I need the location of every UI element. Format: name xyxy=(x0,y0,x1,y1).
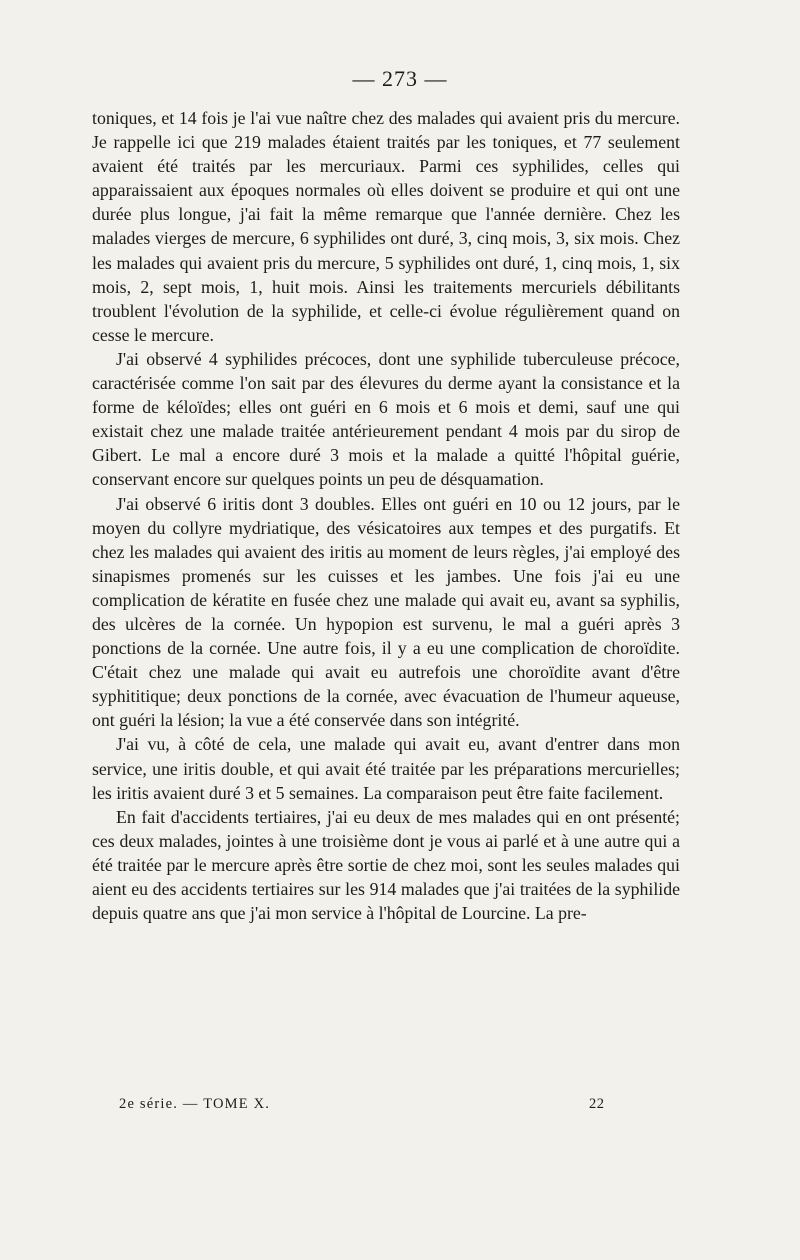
footer-signature: 2e série. — TOME X. xyxy=(119,1096,271,1112)
page-number-header: — 273 — xyxy=(352,66,448,91)
paragraph-2: J'ai observé 4 syphilides précoces, dont une syphilide tuberculeuse précoce, caractérisée comme l'on sait par des élevures du derme ayant la consistance et la forme de kéloïdes; elles ont guéri en 6 mois et 6 mois et demi, sauf une qui existait chez une malade traitée antérieurement pendant 4 mois par du sirop de Gibert. Le mal a encore duré 3 mois et la malade a quitté l'hôpital guérie, conservant encore sur quelques points un peu de désquamation. xyxy=(92,348,680,490)
footer-page-number: 22 xyxy=(589,1096,605,1112)
paragraph-4: J'ai vu, à côté de cela, une malade qui avait eu, avant d'entrer dans mon service, une iritis double, et qui avait été traitée par les préparations mercurielles; les iritis avaient duré 3 et 5 semaines. La comparaison peut être faite facilement. xyxy=(92,734,680,803)
paragraph-5: En fait d'accidents tertiaires, j'ai eu deux de mes malades qui en ont présenté; ces deux malades, jointes à une troisième dont je vous ai parlé et à une autre qui a été traitée par le mercure après être sortie de chez moi, sont les seules malades qui aient eu des accidents tertiaires sur les 914 malades que j'ai traitées de la syphilide depuis quatre ans que j'ai mon service à l'hôpital de Lourcine. La pre- xyxy=(92,806,680,924)
paragraph-3: J'ai observé 6 iritis dont 3 doubles. Elles ont guéri en 10 ou 12 jours, par le moyen du collyre mydriatique, des vésicatoires aux tempes et des purgatifs. Et chez les malades qui avaient des iritis au moment de leurs règles, j'ai employé des sinapismes promenés sur les cuisses et les jambes. Une fois j'ai eu une complication de kératite en fusée chez une malade qui avait eu, avant sa syphilis, des ulcères de la cornée. Un hypopion est survenu, le mal a guéri après 3 ponctions de la cornée. Une autre fois, il y a eu une complication de choroïdite. C'était chez une malade qui avait eu autrefois une choroïdite avant d'être syphititique; deux ponctions de la cornée, avec évacuation de l'humeur aqueuse, ont guéri la lésion; la vue a été conservée dans son intégrité. xyxy=(92,493,680,731)
body-text xyxy=(92,106,680,925)
page-footer xyxy=(0,1096,800,1116)
paragraph-1: toniques, et 14 fois je l'ai vue naître chez des malades qui avaient pris du mercure. Je rappelle ici que 219 malades étaient traités par les toniques, et 77 seulement avaient été traités par les mercuriaux. Parmi ces syphilides, celles qui apparaissaient aux époques normales où elles doivent se produire et qui ont une durée plus longue, j'ai fait la même remarque que l'année dernière. Chez les malades vierges de mercure, 6 syphilides ont duré, 3, cinq mois, 3, six mois. Chez les malades qui avaient pris du mercure, 5 syphilides ont duré, 1, cinq mois, 1, six mois, 2, sept mois, 1, huit mois. Ainsi les traitements mercuriels débilitants troublent l'évolution de la syphilide, et celle-ci évolue régulièrement quand on cesse le mercure. xyxy=(92,108,680,345)
